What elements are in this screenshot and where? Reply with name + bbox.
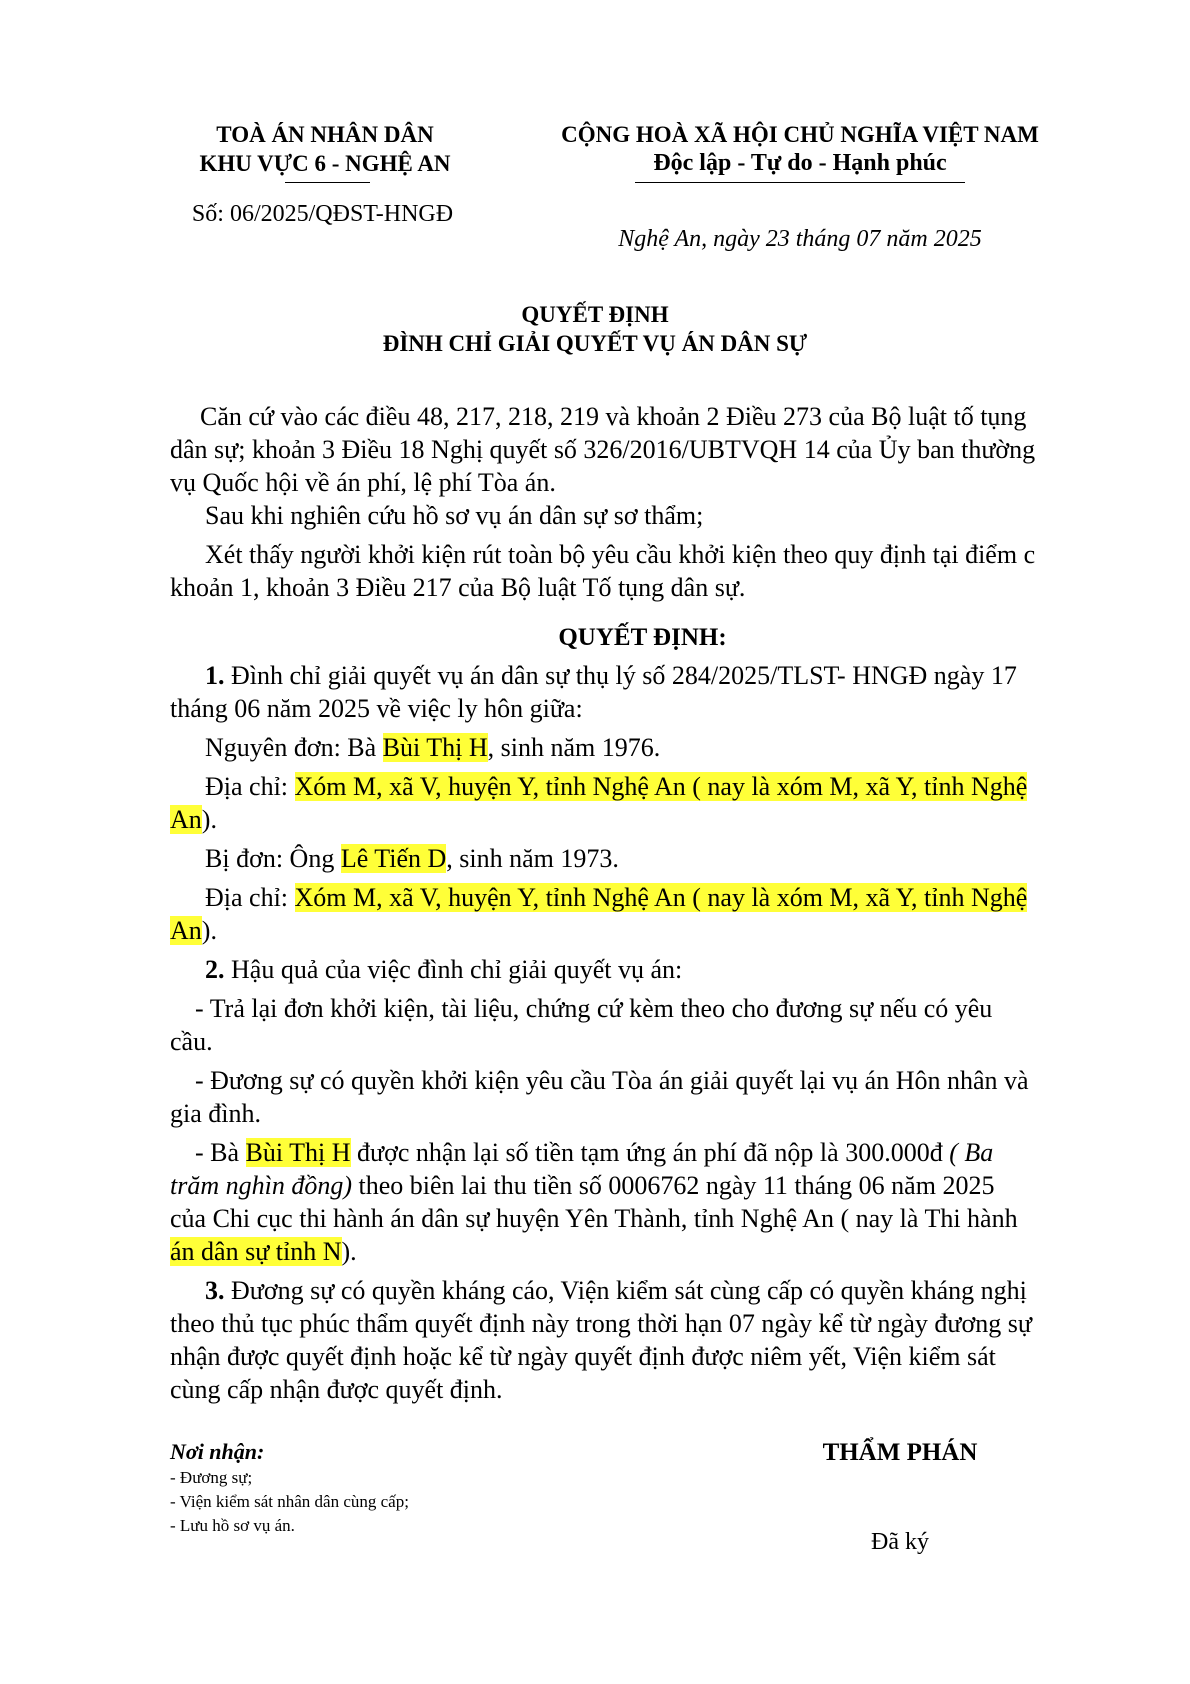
item3-line: theo thủ tục phúc thẩm quyết định này trong thời hạn 07 ngày kể từ ngày đương sự	[170, 1309, 1032, 1338]
preamble-line: vụ Quốc hội về án phí, lệ phí Tòa án.	[170, 468, 556, 497]
refund-prefix: - Bà	[195, 1138, 246, 1167]
item3-line: cùng cấp nhận được quyết định.	[170, 1375, 503, 1404]
item2-bullet	[170, 1136, 1115, 1169]
recipients-block	[170, 1438, 590, 1538]
refund-amount-words: ( Ba	[949, 1138, 994, 1167]
republic-line1: CỘNG HOÀ XÃ HỘI CHỦ NGHĨA VIỆT NAM	[561, 122, 1039, 147]
document-number: Số: 06/2025/QĐST-HNGĐ	[191, 201, 454, 227]
item3-line	[170, 1274, 1115, 1307]
signature-title: THẨM PHÁN	[822, 1439, 978, 1466]
preamble-line: Căn cứ vào các điều 48, 217, 218, 219 và khoản 2 Điều 273 của Bộ luật tố tụng	[200, 402, 1027, 431]
signature-status: Đã ký	[871, 1529, 929, 1555]
plaintiff-address-line	[170, 803, 1115, 836]
plaintiff-address-cont: An	[170, 805, 202, 834]
preamble-line: dân sự; khoản 3 Điều 18 Nghị quyết số 326/2016/UBTVQH 14 của Ủy ban thường	[170, 435, 1036, 464]
document-title	[150, 300, 1040, 358]
defendant-address-line	[170, 881, 1115, 914]
address-end: ).	[201, 805, 217, 834]
document-body	[170, 400, 1115, 1406]
item1-number: 1.	[205, 661, 225, 690]
item2-bullet: cầu.	[170, 1027, 213, 1056]
title-line2: ĐÌNH CHỈ GIẢI QUYẾT VỤ ÁN DÂN SỰ	[382, 331, 808, 356]
item1-text: Đình chỉ giải quyết vụ án dân sự thụ lý số 284/2025/TLST- HNGĐ ngày 17	[224, 661, 1017, 690]
enforcement-agency: án dân sự tỉnh N	[170, 1237, 342, 1266]
recipient-item: - Viện kiểm sát nhân dân cùng cấp;	[170, 1492, 409, 1511]
defendant-line	[170, 842, 1115, 875]
plaintiff-prefix: Nguyên đơn: Bà	[205, 733, 383, 762]
republic-line2: Độc lập - Tự do - Hạnh phúc	[653, 150, 947, 176]
plaintiff-address-line	[170, 770, 1115, 803]
item2-number: 2.	[205, 955, 225, 984]
preamble-line: khoản 1, khoản 3 Điều 217 của Bộ luật Tố tụng dân sự.	[170, 573, 746, 602]
defendant-name: Lê Tiến D	[340, 844, 447, 873]
defendant-address: Xóm M, xã V, huyện Y, tỉnh Nghệ An ( nay là xóm M, xã Y, tỉnh Nghệ	[294, 883, 1028, 912]
item2-bullet: - Trả lại đơn khởi kiện, tài liệu, chứng cứ kèm theo cho đương sự nếu có yêu	[195, 994, 993, 1023]
item2-line	[170, 953, 1115, 986]
item2-heading: Hậu quả của việc đình chỉ giải quyết vụ án:	[224, 955, 683, 984]
refund-amount-words-cont: trăm nghìn đồng)	[170, 1171, 352, 1200]
court-line1: TOÀ ÁN NHÂN DÂN	[216, 122, 434, 147]
plaintiff-address: Xóm M, xã V, huyện Y, tỉnh Nghệ An ( nay là xóm M, xã Y, tỉnh Nghệ	[294, 772, 1028, 801]
place-date: Nghệ An, ngày 23 tháng 07 năm 2025	[618, 226, 982, 252]
plaintiff-name: Bùi Thị H	[382, 733, 488, 762]
recipient-item: - Đương sự;	[170, 1468, 253, 1487]
address-end: ).	[201, 916, 217, 945]
item2-bullet: của Chi cục thi hành án dân sự huyện Yên Thành, tỉnh Nghệ An ( nay là Thi hành	[170, 1204, 1018, 1233]
plaintiff-suffix: , sinh năm 1976.	[487, 733, 661, 762]
item1-line: tháng 06 năm 2025 về việc ly hôn giữa:	[170, 694, 583, 723]
defendant-prefix: Bị đơn: Ông	[205, 844, 341, 873]
item3-number: 3.	[205, 1276, 225, 1305]
refund-end: ).	[341, 1237, 357, 1266]
item2-bullet: - Đương sự có quyền khởi kiện yêu cầu Tòa án giải quyết lại vụ án Hôn nhân và	[195, 1066, 1029, 1095]
item1-line	[170, 659, 1115, 692]
refund-receipt: theo biên lai thu tiền số 0006762 ngày 11 tháng 06 năm 2025	[352, 1171, 995, 1200]
preamble-line: Xét thấy người khởi kiện rút toàn bộ yêu cầu khởi kiện theo quy định tại điểm c	[205, 540, 1036, 569]
address-label: Địa chỉ:	[205, 883, 295, 912]
recipients-heading: Nơi nhận:	[170, 1439, 265, 1464]
plaintiff-line	[170, 731, 1115, 764]
decision-heading: QUYẾT ĐỊNH:	[558, 624, 727, 651]
item2-bullet	[170, 1235, 1115, 1268]
defendant-address-cont: An	[170, 916, 202, 945]
preamble-line: Sau khi nghiên cứu hồ sơ vụ án dân sự sơ thẩm;	[205, 501, 704, 530]
court-underline	[285, 182, 370, 183]
court-line2: KHU VỰC 6 - NGHỆ AN	[199, 151, 451, 176]
court-name	[170, 120, 480, 178]
title-line1: QUYẾT ĐỊNH	[521, 302, 669, 327]
republic-name	[540, 120, 1060, 178]
item2-bullet	[170, 1169, 1115, 1202]
motto-underline	[635, 182, 965, 183]
refund-text: được nhận lại số tiền tạm ứng án phí đã nộp là 300.000đ	[350, 1138, 950, 1167]
item2-bullet: gia đình.	[170, 1099, 261, 1128]
refund-name: Bùi Thị H	[245, 1138, 351, 1167]
defendant-address-line	[170, 914, 1115, 947]
item3-text: Đương sự có quyền kháng cáo, Viện kiểm sát cùng cấp có quyền kháng nghị	[224, 1276, 1027, 1305]
recipient-item: - Lưu hồ sơ vụ án.	[170, 1516, 295, 1535]
item3-line: nhận được quyết định hoặc kể từ ngày quyết định được niêm yết, Viện kiểm sát	[170, 1342, 996, 1371]
defendant-suffix: , sinh năm 1973.	[446, 844, 619, 873]
address-label: Địa chỉ:	[205, 772, 295, 801]
